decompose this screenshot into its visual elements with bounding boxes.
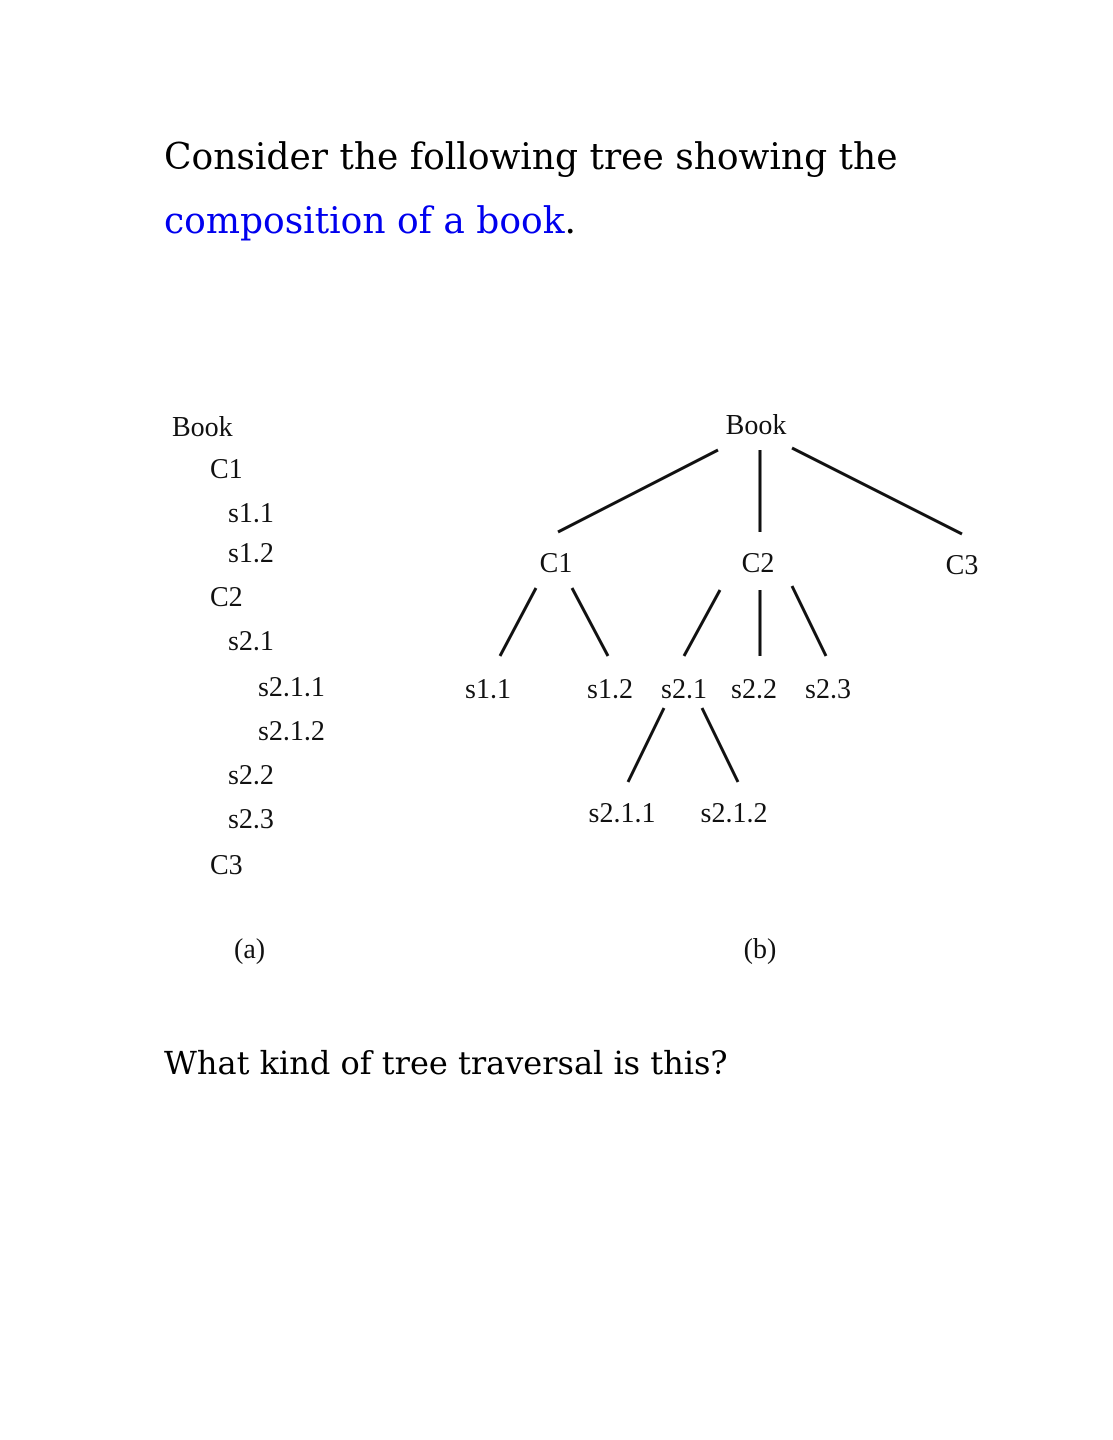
node-s2-1: s2.1 xyxy=(661,674,707,705)
outline-view-a xyxy=(172,412,325,965)
outline-c1: C1 xyxy=(210,454,243,485)
node-s2-2: s2.2 xyxy=(731,674,777,705)
outline-s2-1-2: s2.1.2 xyxy=(258,716,325,747)
node-c3: C3 xyxy=(945,550,979,581)
edge-s2-1-s2-1-2 xyxy=(702,708,738,782)
node-s2-3: s2.3 xyxy=(805,674,851,705)
edge-c1-s1-1 xyxy=(500,588,536,656)
intro-text-before: Consider the following tree showing the xyxy=(164,137,898,178)
node-s1-2: s1.2 xyxy=(587,674,633,705)
node-s1-1: s1.1 xyxy=(465,674,511,705)
caption-b: (b) xyxy=(743,934,777,965)
edge-c2-s2-1 xyxy=(684,590,720,656)
outline-c3: C3 xyxy=(210,850,243,881)
node-c1: C1 xyxy=(539,548,573,579)
node-c2: C2 xyxy=(741,548,775,579)
edge-c1-s1-2 xyxy=(572,588,608,656)
outline-s2-3: s2.3 xyxy=(228,804,274,835)
tree-view-b xyxy=(465,410,978,965)
caption-a: (a) xyxy=(234,934,266,965)
outline-c2: C2 xyxy=(210,582,243,613)
node-s2-1-1: s2.1.1 xyxy=(588,798,656,829)
node-book: Book xyxy=(725,410,787,441)
edge-book-c3 xyxy=(792,448,962,534)
outline-s1-2: s1.2 xyxy=(228,538,274,569)
node-s2-1-2: s2.1.2 xyxy=(700,798,768,829)
outline-s2-1-1: s2.1.1 xyxy=(258,672,325,703)
outline-s1-1: s1.1 xyxy=(228,498,274,529)
outline-book: Book xyxy=(172,412,233,443)
edge-c2-s2-3 xyxy=(792,586,826,656)
outline-s2-1: s2.1 xyxy=(228,626,274,657)
composition-link[interactable]: composition of a book xyxy=(164,201,565,242)
edge-s2-1-s2-1-1 xyxy=(628,708,664,782)
edge-book-c1 xyxy=(558,450,718,532)
intro-text-after: . xyxy=(564,201,576,242)
question-text: What kind of tree traversal is this? xyxy=(164,1044,728,1082)
outline-s2-2: s2.2 xyxy=(228,760,274,791)
